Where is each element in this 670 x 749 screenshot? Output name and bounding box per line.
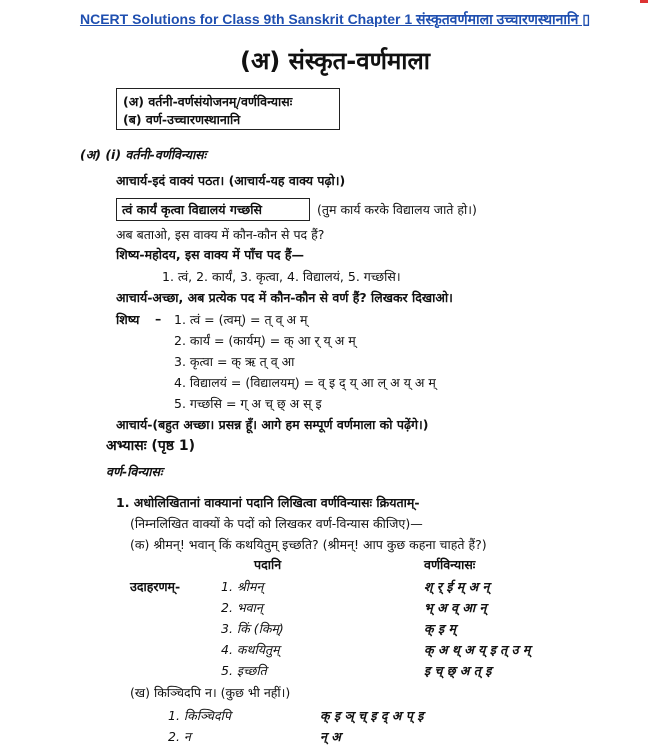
words-line: 1. त्वं, 2. कार्यं, 3. कृत्वा, 4. विद्यालयं, 5. गच्छसि। [162, 269, 401, 284]
boxed-sentence: त्वं कार्यं कृत्वा विद्यालयं गच्छसि [122, 202, 262, 217]
ka-pada: 2. भवान् [221, 600, 263, 615]
question-1-ka: (क) श्रीमन्! भवान् किं कथयितुम् इच्छति? (श्रीमन्! आप कुछ कहना चाहते हैं?) [130, 537, 487, 552]
page-title: (अ) संस्कृत-वर्णमाला [239, 47, 430, 75]
intro-line: आचार्य-इदं वाक्यं पठत। (आचार्य-यह वाक्य पढ़ो।) [116, 173, 346, 188]
ka-varna: क् अ थ् अ य् इ त् उ म् [424, 642, 531, 657]
breakdown-line: 2. कार्यं = (कार्यम्) = क् आ र् य् अ म् [174, 333, 356, 348]
question-1-hindi: (निम्नलिखित वाक्यों के पदों को लिखकर वर्ण-विन्यास कीजिए)— [130, 516, 423, 531]
varna-heading: वर्ण-विन्यासः [106, 464, 163, 479]
breakdown-line: 3. कृत्वा = क् ऋ त् व् आ [174, 354, 295, 369]
topic-item: (अ) वर्तनी-वर्णसंयोजनम्/वर्णविन्यासः [123, 94, 293, 109]
example-label: उदाहरणम्- [130, 579, 181, 594]
breakdown-line: 1. त्वं = (त्वम्) = त् व् अ म् [174, 312, 308, 327]
ka-varna: क् इ म् [424, 621, 456, 636]
red-mark-decoration [640, 0, 648, 3]
student-label: शिष्य [116, 312, 140, 327]
column-header-varna: वर्णविन्यासः [424, 557, 476, 572]
ka-pada: 5. इच्छति [221, 663, 267, 678]
topic-item: (ब) वर्ण-उच्चारणस्थानानि [123, 112, 241, 127]
kha-pada: 2. न [168, 729, 191, 744]
header-link[interactable]: NCERT Solutions for Class 9th Sanskrit Chapter 1 संस्कृतवर्णमाला उच्चारणस्थानानि ▯ [79, 11, 591, 27]
question-1-kha: (ख) किञ्चिदपि न। (कुछ भी नहीं।) [130, 685, 291, 700]
boxed-translation: (तुम कार्य करके विद्यालय जाते हो।) [317, 202, 477, 217]
kha-varna: क् इ ञ् च् इ द् अ प् इ [320, 708, 424, 723]
dash: – [155, 311, 162, 326]
question-line: अब बताओ, इस वाक्य में कौन-कौन से पद हैं? [116, 227, 325, 242]
ka-varna: इ च् छ् अ त् इ [424, 663, 492, 678]
question-1: 1. अधोलिखितानां वाक्यानां पदानि लिखित्वा वर्णविन्यासः क्रियताम्- [116, 495, 420, 510]
ka-pada: 1. श्रीमन् [221, 579, 264, 594]
boxed-sentence-box [116, 198, 310, 221]
kha-varna: न् अ [320, 729, 341, 744]
topics-box [116, 88, 340, 130]
ka-varna: श् र् ई म् अ न् [424, 579, 490, 594]
ka-varna: भ् अ व् आ न् [424, 600, 487, 615]
teacher-ask: आचार्य-अच्छा, अब प्रत्येक पद में कौन-कौन से वर्ण हैं? लिखकर दिखाओ। [116, 290, 453, 305]
section-heading: (अ) (i) वर्तनी-वर्णविन्यासः [80, 147, 207, 162]
ka-pada: 3. किं (किम्) [221, 621, 284, 636]
exercise-heading: अभ्यासः (पृष्ठ 1) [106, 438, 196, 454]
kha-pada: 1. किञ्चिदपि [168, 708, 231, 723]
breakdown-line: 4. विद्यालयं = (विद्यालयम्) = व् इ द् य् आ ल् अ य् अ म् [174, 375, 436, 390]
ka-pada: 4. कथयितुम् [221, 642, 280, 657]
column-header-padani: पदानि [254, 557, 282, 572]
teacher-end: आचार्य-(बहुत अच्छा। प्रसन्न हूँ। आगे हम सम्पूर्ण वर्णमाला को पढ़ेंगे।) [116, 417, 429, 432]
breakdown-line: 5. गच्छसि = ग् अ च् छ् अ स् इ [174, 396, 322, 411]
student-line: शिष्य-महोदय, इस वाक्य में पाँच पद हैं— [116, 247, 305, 262]
